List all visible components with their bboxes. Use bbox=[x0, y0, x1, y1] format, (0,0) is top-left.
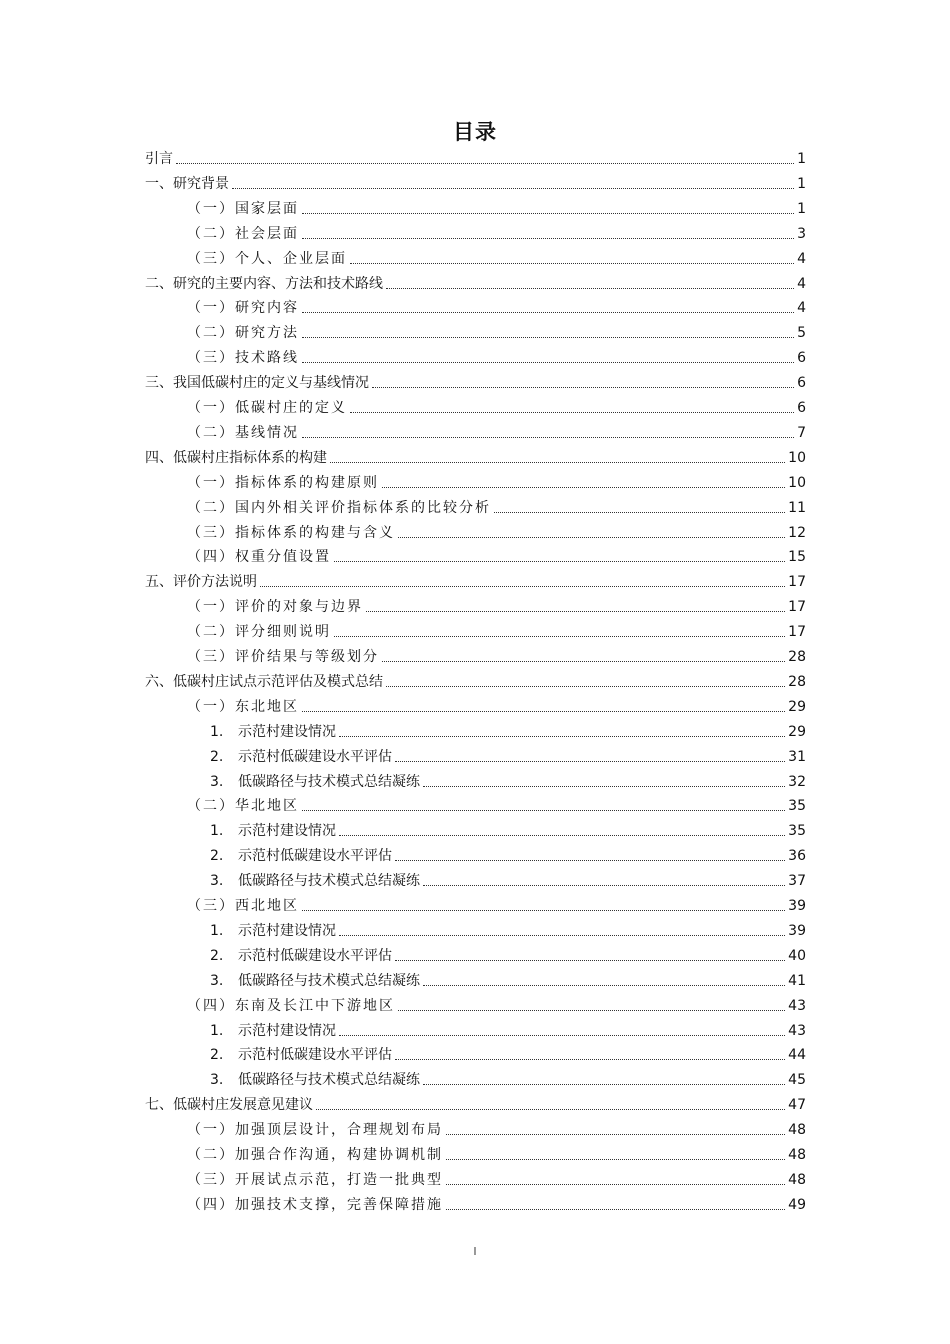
toc-entry-page: 48 bbox=[788, 1147, 806, 1163]
toc-entry[interactable] bbox=[145, 1092, 806, 1114]
toc-entry-label: （二）研究方法 bbox=[187, 325, 299, 342]
toc-dot-leader bbox=[395, 859, 785, 861]
toc-entry-label: （三）指标体系的构建与含义 bbox=[187, 524, 395, 541]
toc-entry-number: 1. bbox=[210, 922, 224, 939]
toc-entry-label: （二）社会层面 bbox=[187, 225, 299, 242]
toc-entry[interactable] bbox=[210, 868, 806, 890]
toc-entry-page: 1 bbox=[797, 175, 806, 192]
toc-entry-label: （三）开展试点示范，打造一批典型 bbox=[187, 1171, 443, 1188]
toc-dot-leader bbox=[372, 386, 794, 388]
toc-entry-label: （一）加强顶层设计，合理规划布局 bbox=[187, 1122, 443, 1139]
toc-entry-number: 1. bbox=[210, 823, 224, 840]
toc-dot-leader bbox=[423, 785, 785, 787]
toc-entry-page: 5 bbox=[797, 325, 806, 342]
toc-entry[interactable] bbox=[187, 644, 806, 666]
toc-entry-label: （二）评分细则说明 bbox=[187, 624, 331, 641]
toc-entry-label: （一）东北地区 bbox=[187, 698, 299, 715]
toc-entry[interactable] bbox=[187, 793, 806, 815]
toc-dot-leader bbox=[423, 984, 785, 986]
toc-entry-label bbox=[210, 872, 420, 890]
toc-entry-label: 一、研究背景 bbox=[145, 175, 229, 192]
toc-dot-leader bbox=[386, 287, 794, 289]
toc-entry[interactable] bbox=[187, 295, 806, 317]
toc-entry-label: （三）技术路线 bbox=[187, 350, 299, 367]
toc-entry-text: 示范村低碳建设水平评估 bbox=[238, 748, 392, 765]
toc-entry-number: 3. bbox=[210, 1072, 224, 1089]
toc-entry-label: 六、低碳村庄试点示范评估及模式总结 bbox=[145, 673, 383, 690]
toc-entry-label bbox=[210, 922, 336, 940]
toc-entry-page: 43 bbox=[788, 1022, 806, 1039]
toc-entry-number: 2. bbox=[210, 848, 224, 865]
toc-entry[interactable] bbox=[145, 271, 806, 293]
toc-dot-leader bbox=[302, 237, 794, 239]
toc-entry-label bbox=[210, 822, 336, 840]
toc-entry[interactable] bbox=[210, 744, 806, 766]
toc-dot-leader bbox=[302, 311, 794, 313]
toc-entry-label: 引言 bbox=[145, 151, 173, 167]
toc-entry-page: 39 bbox=[788, 922, 806, 939]
toc-entry[interactable] bbox=[210, 843, 806, 865]
toc-entry[interactable] bbox=[210, 1042, 806, 1064]
toc-entry-number: 2. bbox=[210, 947, 224, 964]
toc-dot-leader bbox=[302, 909, 785, 911]
toc-entry-label bbox=[210, 748, 392, 766]
toc-entry-text: 低碳路径与技术模式总结凝练 bbox=[238, 972, 420, 989]
toc-entry-page: 4 bbox=[797, 275, 806, 292]
toc-entry-page: 6 bbox=[797, 400, 806, 416]
toc-entry[interactable] bbox=[187, 993, 806, 1015]
toc-entry[interactable] bbox=[187, 619, 806, 641]
toc-entry[interactable] bbox=[210, 719, 806, 741]
toc-entry[interactable] bbox=[187, 1142, 806, 1164]
toc-entry[interactable] bbox=[187, 1192, 806, 1214]
toc-entry[interactable] bbox=[210, 818, 806, 840]
toc-entry-page: 40 bbox=[788, 947, 806, 964]
toc-entry-page: 6 bbox=[797, 350, 806, 367]
toc-entry-text: 示范村建设情况 bbox=[238, 823, 336, 840]
toc-entry-label: （三）西北地区 bbox=[187, 898, 299, 914]
toc-dot-leader bbox=[339, 834, 785, 836]
toc-entry-label: （一）低碳村庄的定义 bbox=[187, 400, 347, 416]
toc-entry-label: （二）基线情况 bbox=[187, 424, 299, 441]
toc-entry[interactable] bbox=[210, 943, 806, 965]
page-title: 目录 bbox=[453, 120, 497, 144]
toc-entry-label bbox=[210, 1071, 420, 1089]
page-number-footer: I bbox=[473, 1245, 477, 1258]
toc-dot-leader bbox=[382, 486, 785, 488]
toc-entry[interactable] bbox=[187, 893, 806, 915]
toc-entry-page: 11 bbox=[788, 499, 806, 516]
toc-entry-label: （三）个人、企业层面 bbox=[187, 250, 347, 267]
toc-entry-label: 七、低碳村庄发展意见建议 bbox=[145, 1097, 313, 1114]
toc-entry-label bbox=[210, 723, 336, 741]
toc-dot-leader bbox=[395, 959, 785, 961]
toc-dot-leader bbox=[446, 1183, 785, 1185]
toc-entry-page: 17 bbox=[788, 599, 806, 616]
toc-dot-leader bbox=[423, 1083, 785, 1085]
toc-entry-number: 3. bbox=[210, 873, 224, 890]
toc-entry[interactable] bbox=[187, 420, 806, 442]
toc-entry[interactable] bbox=[145, 569, 806, 591]
toc-entry[interactable] bbox=[187, 470, 806, 492]
toc-dot-leader bbox=[334, 560, 785, 562]
toc-entry-label: 三、我国低碳村庄的定义与基线情况 bbox=[145, 375, 369, 392]
toc-dot-leader bbox=[302, 436, 794, 438]
toc-entry-page: 28 bbox=[788, 649, 806, 665]
toc-dot-leader bbox=[330, 461, 785, 463]
toc-entry-page: 43 bbox=[788, 997, 806, 1014]
toc-dot-leader bbox=[398, 536, 785, 538]
toc-entry-page: 45 bbox=[788, 1072, 806, 1089]
toc-entry-page: 28 bbox=[788, 673, 806, 690]
toc-entry[interactable] bbox=[187, 320, 806, 342]
toc-dot-leader bbox=[302, 710, 785, 712]
toc-entry[interactable] bbox=[187, 495, 806, 517]
toc-dot-leader bbox=[398, 1009, 785, 1011]
toc-entry-text: 示范村建设情况 bbox=[238, 1022, 336, 1039]
toc-entry[interactable] bbox=[145, 146, 806, 168]
toc-entry-text: 低碳路径与技术模式总结凝练 bbox=[238, 1072, 420, 1089]
toc-entry-text: 示范村低碳建设水平评估 bbox=[238, 848, 392, 865]
toc-entry-page: 7 bbox=[797, 424, 806, 441]
toc-entry-page: 35 bbox=[788, 823, 806, 840]
toc-entry-label: （二）国内外相关评价指标体系的比较分析 bbox=[187, 499, 491, 516]
toc-entry-label: （一）评价的对象与边界 bbox=[187, 599, 363, 616]
toc-dot-leader bbox=[446, 1133, 785, 1135]
toc-entry[interactable] bbox=[187, 694, 806, 716]
toc-dot-leader bbox=[494, 511, 785, 513]
toc-entry-text: 示范村低碳建设水平评估 bbox=[238, 947, 392, 964]
toc-entry-page: 1 bbox=[797, 200, 806, 217]
toc-entry-number: 1. bbox=[210, 723, 224, 740]
toc-entry-number: 3. bbox=[210, 773, 224, 790]
toc-entry-label bbox=[210, 847, 392, 865]
toc-entry-page: 47 bbox=[788, 1097, 806, 1114]
toc-dot-leader bbox=[302, 809, 785, 811]
toc-entry-page: 35 bbox=[788, 798, 806, 815]
toc-entry-label: 五、评价方法说明 bbox=[145, 574, 257, 591]
toc-entry[interactable] bbox=[145, 445, 806, 467]
toc-entry-label: （一）研究内容 bbox=[187, 300, 299, 317]
toc-entry[interactable] bbox=[145, 669, 806, 691]
toc-dot-leader bbox=[423, 884, 785, 886]
toc-dot-leader bbox=[446, 1158, 785, 1160]
toc-dot-leader bbox=[386, 685, 785, 687]
toc-entry[interactable] bbox=[145, 171, 806, 193]
toc-entry[interactable] bbox=[187, 594, 806, 616]
toc-dot-leader bbox=[339, 1034, 785, 1036]
toc-dot-leader bbox=[302, 212, 794, 214]
toc-dot-leader bbox=[339, 934, 785, 936]
toc-dot-leader bbox=[446, 1208, 785, 1210]
toc-entry-label: （四）权重分值设置 bbox=[187, 549, 331, 566]
toc-dot-leader bbox=[260, 585, 785, 587]
toc-entry-text: 低碳路径与技术模式总结凝练 bbox=[238, 773, 420, 790]
toc-entry[interactable] bbox=[187, 1117, 806, 1139]
toc-entry-label: （三）评价结果与等级划分 bbox=[187, 649, 379, 665]
toc-entry[interactable] bbox=[187, 395, 806, 417]
toc-entry-page: 12 bbox=[788, 524, 806, 541]
toc-dot-leader bbox=[382, 660, 785, 662]
toc-entry-label: （二）加强合作沟通，构建协调机制 bbox=[187, 1147, 443, 1163]
toc-entry-page: 41 bbox=[788, 972, 806, 989]
toc-entry-page: 6 bbox=[797, 375, 806, 392]
toc-entry-label: （二）华北地区 bbox=[187, 798, 299, 815]
toc-entry-page: 4 bbox=[797, 250, 806, 267]
toc-entry-text: 示范村低碳建设水平评估 bbox=[238, 1047, 392, 1064]
toc-entry[interactable] bbox=[187, 345, 806, 367]
toc-entry-label: 二、研究的主要内容、方法和技术路线 bbox=[145, 275, 383, 292]
toc-dot-leader bbox=[316, 1108, 785, 1110]
toc-entry-page: 48 bbox=[788, 1171, 806, 1188]
toc-entry-label: 四、低碳村庄指标体系的构建 bbox=[145, 449, 327, 466]
toc-dot-leader bbox=[334, 635, 785, 637]
toc-entry-label bbox=[210, 773, 420, 791]
toc-entry-label: （四）加强技术支撑，完善保障措施 bbox=[187, 1196, 443, 1213]
toc-entry-text: 低碳路径与技术模式总结凝练 bbox=[238, 873, 420, 890]
toc-entry-number: 3. bbox=[210, 972, 224, 989]
toc-entry-number: 2. bbox=[210, 1047, 224, 1064]
toc-entry[interactable] bbox=[210, 918, 806, 940]
toc-entry-label bbox=[210, 1022, 336, 1040]
toc-entry-page: 36 bbox=[788, 848, 806, 865]
toc-entry-page: 4 bbox=[797, 300, 806, 317]
toc-entry-page: 49 bbox=[788, 1196, 806, 1213]
toc-dot-leader bbox=[395, 760, 785, 762]
toc-entry-label bbox=[210, 1046, 392, 1064]
toc-entry[interactable] bbox=[187, 544, 806, 566]
toc-entry[interactable] bbox=[187, 221, 806, 243]
toc-entry-page: 32 bbox=[788, 773, 806, 790]
toc-dot-leader bbox=[232, 187, 794, 189]
toc-entry-page: 1 bbox=[797, 151, 806, 167]
toc-dot-leader bbox=[395, 1058, 785, 1060]
toc-entry-text: 示范村建设情况 bbox=[238, 922, 336, 939]
toc-entry-page: 10 bbox=[788, 474, 806, 491]
toc-dot-leader bbox=[176, 162, 794, 164]
toc-entry[interactable] bbox=[187, 1167, 806, 1189]
toc-dot-leader bbox=[366, 610, 785, 612]
toc-entry[interactable] bbox=[210, 1067, 806, 1089]
toc-entry-page: 10 bbox=[788, 449, 806, 466]
toc-entry-text: 示范村建设情况 bbox=[238, 723, 336, 740]
toc-entry-label: （四）东南及长江中下游地区 bbox=[187, 997, 395, 1014]
toc-entry[interactable] bbox=[210, 769, 806, 791]
toc-dot-leader bbox=[350, 411, 794, 413]
toc-entry[interactable] bbox=[210, 968, 806, 990]
toc-entry-number: 1. bbox=[210, 1022, 224, 1039]
toc-entry-page: 39 bbox=[788, 898, 806, 914]
toc-dot-leader bbox=[350, 262, 794, 264]
toc-entry-label: （一）指标体系的构建原则 bbox=[187, 474, 379, 491]
toc-entry[interactable] bbox=[187, 246, 806, 268]
toc-entry-page: 37 bbox=[788, 873, 806, 890]
toc-entry-page: 31 bbox=[788, 748, 806, 765]
toc-entry-page: 17 bbox=[788, 624, 806, 641]
toc-entry[interactable] bbox=[210, 1018, 806, 1040]
toc-entry-page: 48 bbox=[788, 1122, 806, 1139]
toc-entry-label: （一）国家层面 bbox=[187, 200, 299, 217]
toc-entry[interactable] bbox=[145, 370, 806, 392]
toc-entry-page: 29 bbox=[788, 698, 806, 715]
toc-entry-page: 17 bbox=[788, 574, 806, 591]
toc-entry-label bbox=[210, 947, 392, 965]
toc-entry-label bbox=[210, 972, 420, 990]
toc-entry[interactable] bbox=[187, 520, 806, 542]
toc-entry-number: 2. bbox=[210, 748, 224, 765]
toc-entry-page: 3 bbox=[797, 225, 806, 242]
toc-entry[interactable] bbox=[187, 196, 806, 218]
toc-entry-page: 29 bbox=[788, 723, 806, 740]
toc-entry-page: 15 bbox=[788, 549, 806, 566]
toc-entry-page: 44 bbox=[788, 1047, 806, 1064]
toc-dot-leader bbox=[302, 361, 794, 363]
toc-dot-leader bbox=[302, 336, 794, 338]
toc-dot-leader bbox=[339, 735, 785, 737]
